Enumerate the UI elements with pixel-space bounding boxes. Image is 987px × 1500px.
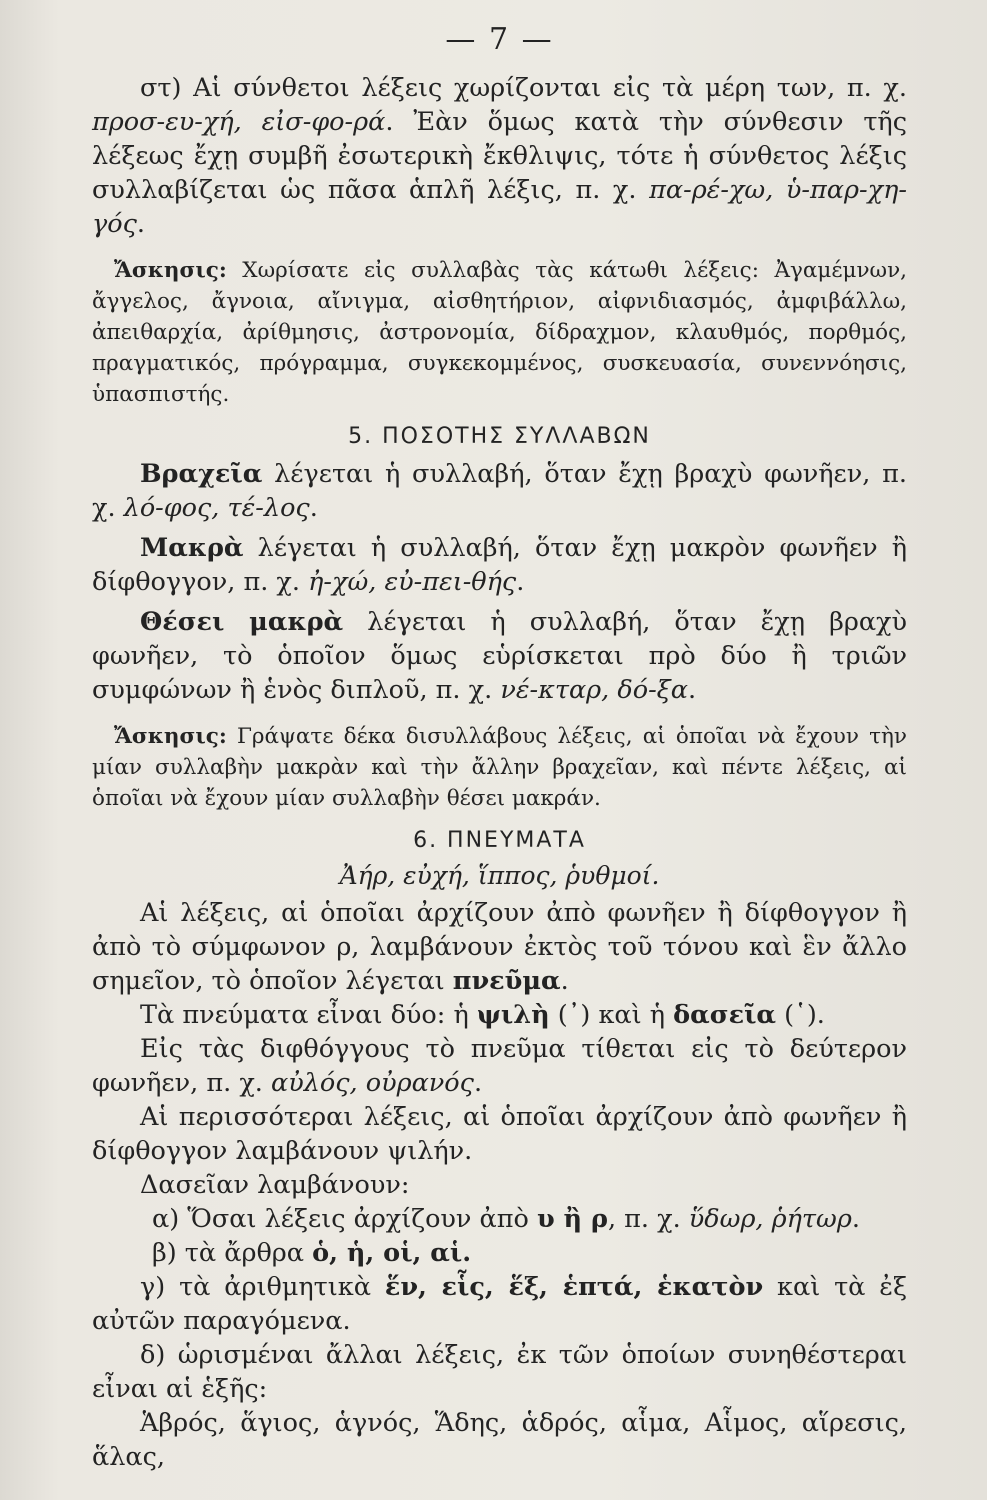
list-c-bold: ἕν, εἷς, ἕξ, ἑπτά, ἑκατὸν (384, 1272, 764, 1302)
exercise-2-text: Γράψατε δέκα δισυλλάβους λέξεις, αἱ ὁποῖαι νὰ ἔχουν τὴν μίαν συλλαβὴν μακρὰν καὶ τὴν ἄλλην βραχεῖαν, καὶ πέντε λέξεις, αἱ ὁποῖαι νὰ ἔχουν μίαν συλλαβὴν θέσει μακράν. (92, 724, 907, 811)
psili-term: ψιλὴ (476, 1000, 550, 1030)
diphthong-text: Εἰς τὰς διφθόγγους τὸ πνεῦμα τίθεται εἰς τὸ δεύτερον φωνῆεν, π. χ. (92, 1034, 907, 1098)
exercise-1 (92, 255, 907, 410)
diphthong-example: αὐλός, οὐρανός (271, 1068, 474, 1098)
paragraph-pneuma-two (92, 998, 907, 1032)
compound-example-2: πα-ρέ-χω, ὑ-παρ-χη-γός (92, 175, 907, 239)
paragraph-daseian-intro: Δασεῖαν λαμβάνουν: (140, 1170, 410, 1200)
daseia-term: δασεῖα (673, 1000, 777, 1030)
list-a-text: α) Ὅσαι λέξεις ἀρχίζουν ἀπὸ (152, 1204, 537, 1234)
brachea-term: Βραχεῖα (140, 459, 263, 489)
thesei-end: . (687, 675, 697, 705)
list-a-mid: , π. χ. (607, 1204, 689, 1234)
brachea-end: . (309, 493, 318, 523)
section-5-heading: 5. ΠΟΣΟΤΗΣ ΣΥΛΛΑΒΩΝ (348, 424, 651, 449)
list-item-d: δ) ὡρισμέναι ἄλλαι λέξεις, ἐκ τῶν ὁποίων συνηθέστεραι εἶναι αἱ ἑξῆς: (92, 1340, 907, 1404)
list-a-end: . (851, 1204, 860, 1234)
list-a-letters: υ ἢ ρ (536, 1204, 608, 1234)
list-a-example: ὕδωρ, ῥήτωρ (688, 1204, 852, 1234)
list-b-bold: ὁ, ἡ, οἱ, αἱ. (312, 1238, 472, 1268)
makra-end: . (516, 567, 525, 597)
list-item-b (92, 1236, 907, 1270)
paragraph-makra (92, 531, 907, 599)
paragraph-compound-words (92, 71, 907, 241)
list-item-a (92, 1202, 907, 1236)
thesei-term: Θέσει μακρὰ (140, 607, 344, 637)
list-c-end: καὶ τὰ ἐξ αὐτῶν παραγόμενα. (92, 1272, 908, 1336)
daseia-sign: (῾). (776, 1000, 825, 1030)
page-number: — 7 — (445, 22, 554, 57)
exercise-2 (92, 721, 907, 814)
makra-text: λέγεται ἡ συλλαβή, ὅταν ἔχῃ μακρὸν φωνῆεν ἢ δίφθογγον, π. χ. (92, 533, 907, 597)
makra-term: Μακρὰ (140, 533, 244, 563)
makra-example: ἠ-χώ, εὐ-πει-θής (308, 567, 517, 597)
section-6-heading: 6. ΠΝΕΥΜΑΤΑ (413, 828, 586, 853)
compound-end: . (136, 209, 145, 239)
thesei-example: νέ-κταρ, δό-ξα (500, 675, 688, 705)
pneuma-two-text: Τὰ πνεύματα εἶναι δύο: ἡ (140, 1000, 477, 1030)
thesei-text: λέγεται ἡ συλλαβή, ὅταν ἔχῃ βραχὺ φωνῆεν, τὸ ὁποῖον ὅμως εὑρίσκεται πρὸ δύο ἢ τριῶν συμφώνων ἢ ἑνὸς διπλοῦ, π. χ. (92, 607, 908, 705)
psili-sign: (᾿) καὶ ἡ (549, 1000, 674, 1030)
exercise-1-label: Ἄσκησις: (114, 258, 227, 283)
pneuma-def-text: Αἱ λέξεις, αἱ ὁποῖαι ἀρχίζουν ἀπὸ φωνῆεν ἢ δίφθογγον ἢ ἀπὸ τὸ σύμφωνον ρ, λαμβάνουν ἐκτὸς τοῦ τόνου καὶ ἓν ἄλλο σημεῖον, τὸ ὁποῖον λέγεται (92, 898, 907, 996)
paragraph-thesei (92, 605, 907, 707)
exercise-1-text: Χωρίσατε εἰς συλλαβὰς τὰς κάτωθι λέξεις: Ἀγαμέμνων, ἄγγελος, ἄγνοια, αἴνιγμα, αἰσθητήριον, αἰφνιδιασμός, ἀμφιβάλλω, ἀπειθαρχία, ἀρίθμησις, ἀστρονομία, δίδραχμον, κλαυθμός, πορθμός, πραγματικός, πρόγραμμα, συγκεκομμένος, συσκευασία, συνεννόησις, ὑπασπιστής. (92, 258, 907, 407)
paragraph-brachea (92, 457, 907, 525)
brachea-example: λό-φος, τέ-λος (123, 493, 310, 523)
section-6-example-line: Ἀήρ, εὐχή, ἵππος, ῥυθμοί. (339, 861, 660, 890)
paragraph-most-words: Αἱ περισσότεραι λέξεις, αἱ ὁποῖαι ἀρχίζουν ἀπὸ φωνῆεν ἢ δίφθογγον λαμβάνουν ψιλήν. (92, 1102, 907, 1166)
pneuma-def-end: . (560, 966, 569, 996)
paragraph-diphthong (92, 1032, 907, 1100)
exercise-2-label: Ἄσκησις: (114, 724, 227, 749)
list-item-c (92, 1270, 907, 1338)
list-b-text: β) τὰ ἄρθρα (152, 1238, 313, 1268)
diphthong-end: . (473, 1068, 483, 1098)
brachea-text: λέγεται ἡ συλλαβή, ὅταν ἔχῃ βραχὺ φωνῆεν, π. χ. (92, 459, 907, 523)
list-c-text: γ) τὰ ἀριθμητικὰ (140, 1272, 385, 1302)
pneuma-term: πνεῦμα (452, 966, 561, 996)
paragraph-pneuma-definition (92, 896, 907, 998)
last-line: Ἁβρός, ἅγιος, ἁγνός, Ἅδης, ἁδρός, αἷμα, Αἷμος, αἵρεσις, ἅλας, (92, 1408, 907, 1472)
compound-text: στ) Αἱ σύνθετοι λέξεις χωρίζονται εἰς τὰ μέρη των, π. χ. (140, 73, 907, 103)
compound-mid: . Ἐὰν ὅμως κατὰ τὴν σύνθεσιν τῆς λέξεως ἔχῃ συμβῆ ἐσωτερικὴ ἔκθλιψις, τότε ἡ σύνθετος λέξις συλλαβίζεται ὡς πᾶσα ἁπλῆ λέξις, π. χ. (92, 107, 907, 205)
compound-example-1: προσ-ευ-χή, εἰσ-φο-ρά (92, 107, 386, 137)
